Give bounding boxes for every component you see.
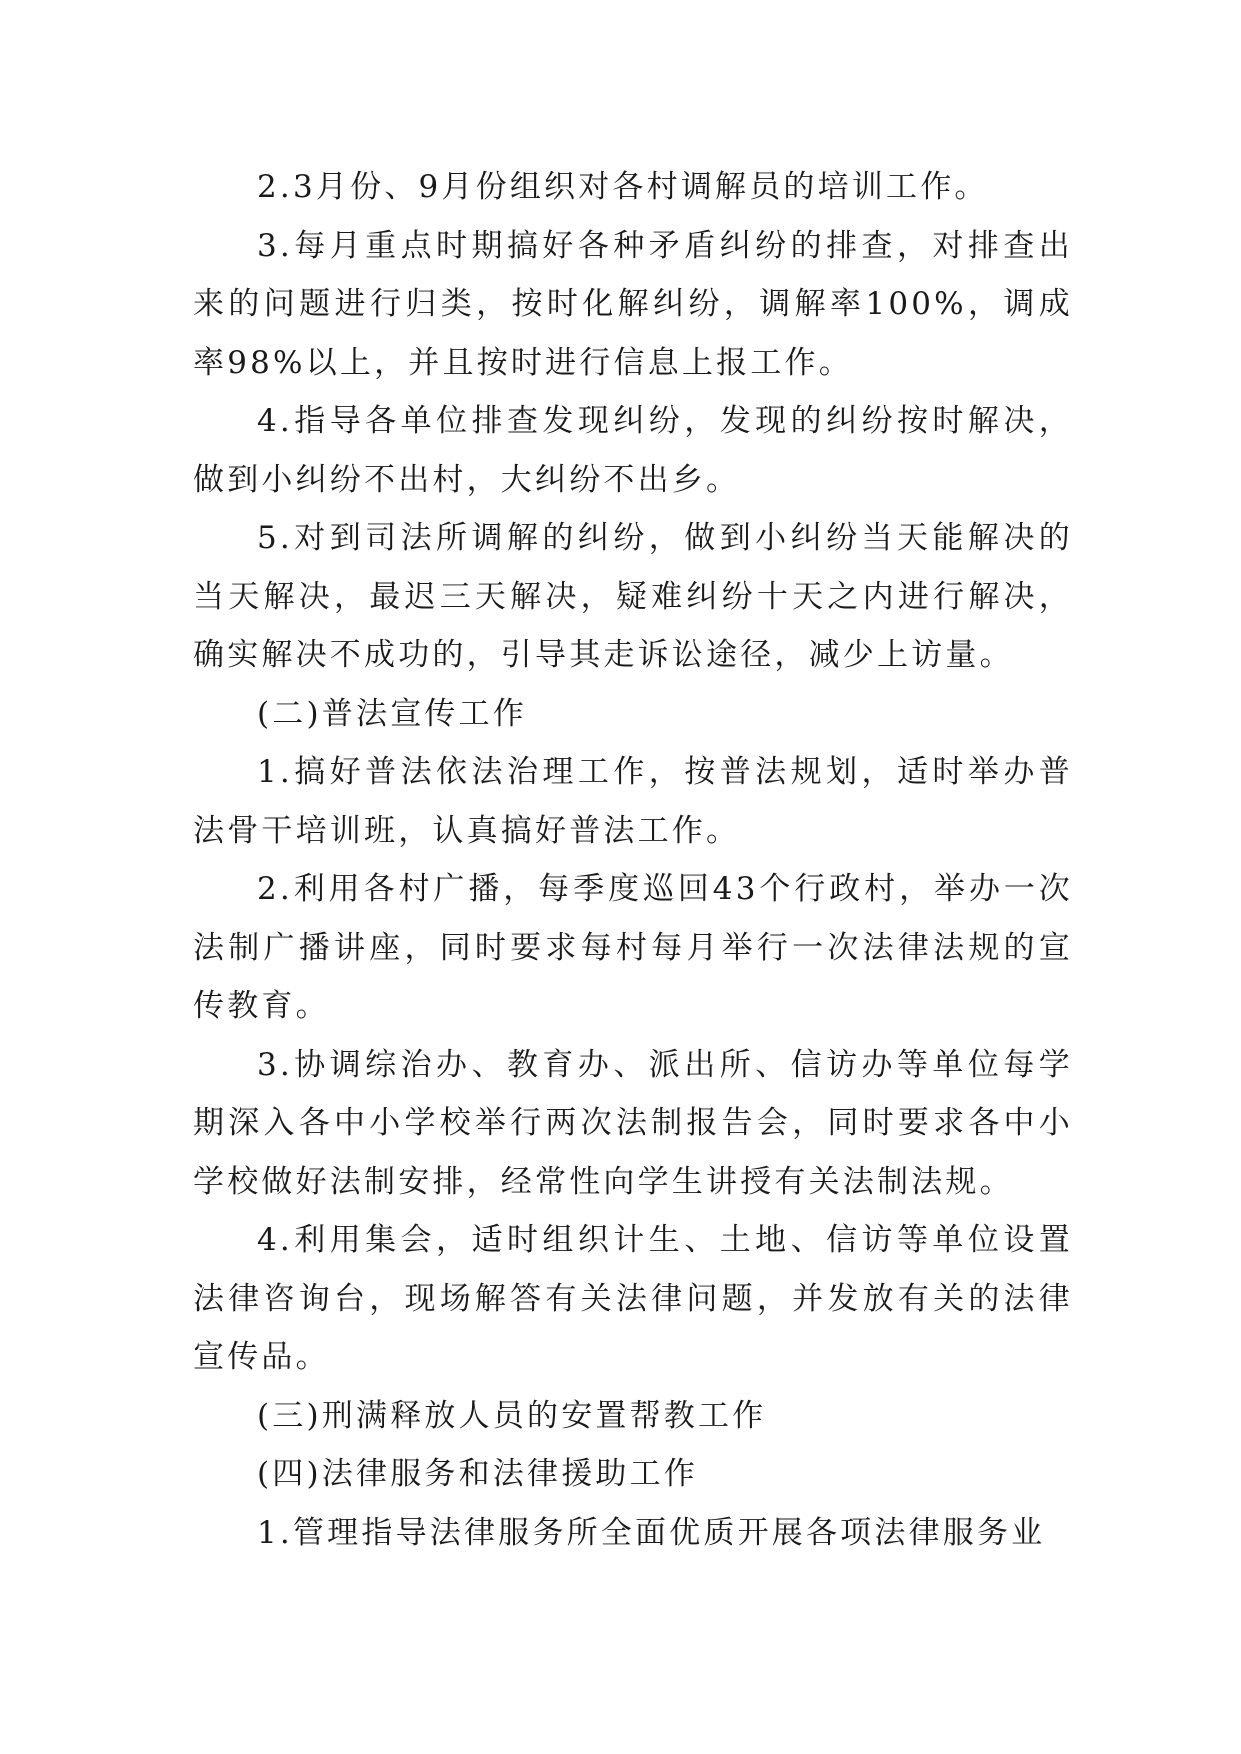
paragraph-guide-units: 4.指导各单位排查发现纠纷，发现的纠纷按时解决，做到小纠纷不出村，大纠纷不出乡。 [193, 403, 1073, 498]
section-heading-legal-publicity: (二)普法宣传工作 [257, 695, 527, 732]
paragraph-legal-service-office: 1.管理指导法律服务所全面优质开展各项法律服务业 [257, 1514, 1046, 1551]
section-heading-legal-services: (四)法律服务和法律援助工作 [257, 1456, 698, 1492]
paragraph-consultation-desk: 4.利用集会，适时组织计生、土地、信访等单位设置法律咨询台，现场解答有关法律问题，并发放有关的法律宣传品。 [193, 1222, 1073, 1375]
paragraph-village-broadcast: 2.利用各村广播，每季度巡回43个行政村，举办一次法制广播讲座，同时要求每村每月举行一次法律法规的宣传教育。 [193, 871, 1073, 1024]
paragraph-school-reports: 3.协调综治办、教育办、派出所、信访办等单位每学期深入各中小学校举行两次法制报告会，同时要求各中小学校做好法制安排，经常性向学生讲授有关法制法规。 [193, 1046, 1073, 1200]
paragraph-dispute-screening: 3.每月重点时期搞好各种矛盾纠纷的排查，对排查出来的问题进行归类，按时化解纠纷，调解率100%，调成率98%以上，并且按时进行信息上报工作。 [193, 227, 1073, 381]
document-body [193, 158, 1073, 1562]
paragraph-legal-governance: 1.搞好普法依法治理工作，按普法规划，适时举办普法骨干培训班，认真搞好普法工作。 [193, 754, 1073, 849]
paragraph-training: 2.3月份、9月份组织对各村调解员的培训工作。 [257, 169, 989, 205]
paragraph-judicial-mediation: 5.对到司法所调解的纠纷，做到小纠纷当天能解决的当天解决，最迟三天解决，疑难纠纷十天之内进行解决，确实解决不成功的，引导其走诉讼途径，减少上访量。 [193, 520, 1073, 673]
section-heading-released-persons: (三)刑满释放人员的安置帮教工作 [257, 1397, 767, 1434]
